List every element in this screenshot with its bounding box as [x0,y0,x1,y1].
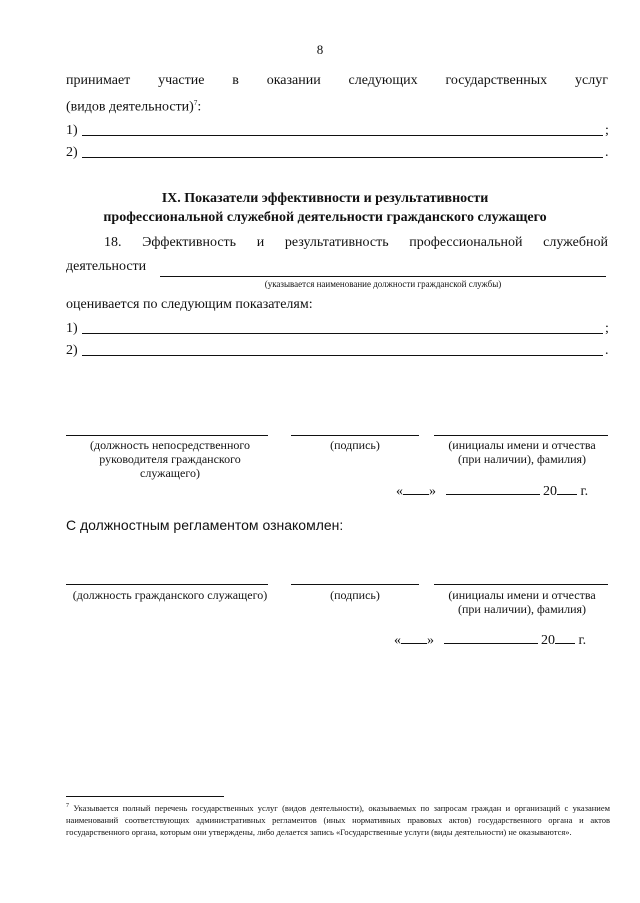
month-blank[interactable] [444,643,538,644]
page-number: 8 [316,42,324,57]
day-blank[interactable] [403,494,429,495]
name-caption: (инициалы имени и отчества (при наличии), фамилия) [448,438,596,466]
para18-line-3: оценивается по следующим показателям: [66,297,313,312]
intro-text: (видов деятельности) [66,99,194,115]
word: оказании [266,73,321,88]
word: и [256,235,265,250]
footnote-separator [66,796,224,797]
indicator-item-2 [66,342,611,359]
intro-line-2 [66,99,201,116]
word: в [232,73,239,88]
name-signature-line[interactable] [434,435,608,436]
service-item-1 [66,122,611,139]
intro-colon: : [197,99,202,115]
word: профессиональной [409,235,523,250]
word: 18. [104,235,122,250]
position-blank-line[interactable] [160,276,606,277]
footnote-text: Указывается полный перечень государственных услуг (видов деятельности), оказываемых по запросам граждан и организаций с указанием наименований соответствующих административных регламентов (иных нормативных правовых актов) государственного органа и актов государственного органа, которым они утверждены, либо делается запись «Государственные услуги (виды деятельности) не оказываются». [66,802,610,837]
item-number: 2) [66,145,78,160]
section-title [60,189,590,227]
close-quote: » [429,484,436,499]
section-title-line-2: профессиональной служебной деятельности гражданского служащего [103,210,547,225]
position-signature-line[interactable] [66,435,268,436]
footnote [66,800,610,838]
para18-line-1 [104,235,608,251]
open-quote: « [396,484,403,499]
para18-line-2-start: деятельности [66,259,147,274]
acquainted-label: С должностным регламентом ознакомлен: [66,517,344,533]
year-prefix: 20 [541,633,555,648]
item-number: 1) [66,321,78,336]
item-end: ; [605,321,609,336]
item-end: . [605,145,609,160]
blank-line[interactable] [82,342,603,356]
blank-line[interactable] [82,320,603,334]
signature-line[interactable] [291,584,419,585]
manager-position-caption: (должность непосредственного руководителя гражданского служащего) [89,438,250,480]
footnote-mark: 7 [193,99,198,107]
footnote-mark: 7 [66,803,69,809]
name-caption: (инициалы имени и отчества (при наличии), фамилия) [448,588,596,616]
close-quote: » [427,633,434,648]
employee-position-caption: (должность гражданского служащего) [72,588,268,602]
month-blank[interactable] [446,494,540,495]
word: принимает [66,73,131,88]
word: следующих [348,73,418,88]
year-blank[interactable] [555,643,575,644]
indicator-item-1 [66,320,611,337]
intro-line-1 [66,73,608,89]
word: государственных [445,73,548,88]
position-signature-line[interactable] [66,584,268,585]
service-item-2 [66,144,611,161]
year-suffix: г. [578,633,587,648]
section-title-line-1: IX. Показатели эффективности и результативности [161,191,489,206]
word: служебной [543,235,608,250]
name-signature-line[interactable] [434,584,608,585]
item-number: 2) [66,343,78,358]
word: результативность [284,235,389,250]
word: Эффективность [142,235,237,250]
word: участие [158,73,205,88]
word: услуг [575,73,608,88]
open-quote: « [394,633,401,648]
year-blank[interactable] [557,494,577,495]
item-end: ; [605,123,609,138]
signature-line[interactable] [291,435,419,436]
blank-line[interactable] [82,144,603,158]
year-suffix: г. [580,484,589,499]
day-blank[interactable] [401,643,427,644]
item-number: 1) [66,123,78,138]
blank-line[interactable] [82,122,603,136]
year-prefix: 20 [543,484,557,499]
signature-caption: (подпись) [330,438,380,452]
date-line-1 [396,484,608,500]
item-end: . [605,343,609,358]
date-line-2 [394,633,608,649]
position-hint: (указывается наименование должности гражданской службы) [264,279,502,289]
signature-caption: (подпись) [330,588,380,602]
